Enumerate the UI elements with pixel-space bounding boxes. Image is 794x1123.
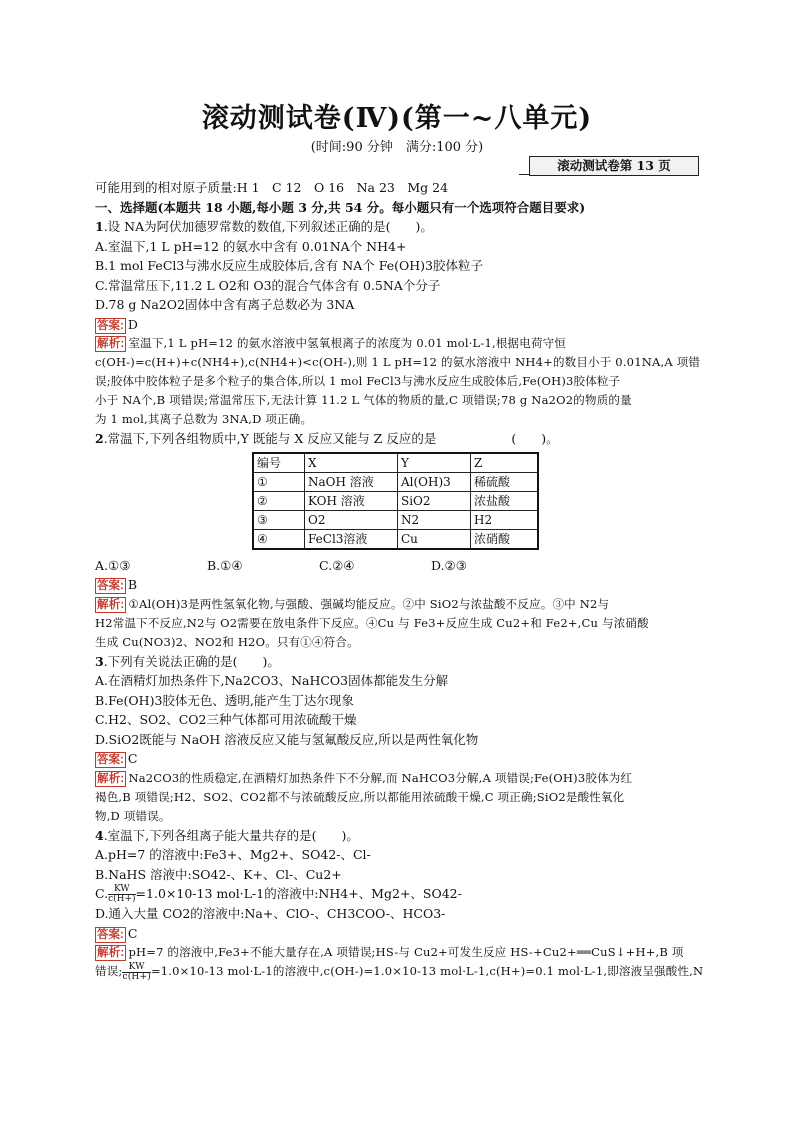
- question-1: [95, 217, 699, 429]
- option-b: B.1 mol FeCl3与沸水反应生成胶体后,含有 NA个 Fe(OH)3胶体粒子: [95, 258, 483, 273]
- page-title: 滚动测试卷(Ⅳ)(第一~八单元): [201, 103, 593, 134]
- kw-fraction: [108, 885, 135, 904]
- question-stem: .设 NA为阿伏加德罗常数的数值,下列叙述正确的是( )。: [103, 219, 433, 234]
- analysis-badge: 解析:: [97, 772, 125, 785]
- answer-badge: 答案:: [97, 580, 124, 592]
- table-header-row: [253, 453, 538, 473]
- option-row: [95, 556, 699, 576]
- analysis-line: 物,D 项错误。: [95, 808, 171, 823]
- table-cell: H2: [471, 510, 539, 529]
- page-tag: 滚动测试卷第 13 页: [529, 156, 699, 176]
- option-d: D.SiO2既能与 NaOH 溶液反应又能与氢氟酸反应,所以是两性氧化物: [95, 731, 479, 747]
- question-3: [95, 652, 699, 826]
- table-cell: FeCl3溶液: [305, 529, 398, 549]
- table-row: [253, 529, 538, 549]
- analysis: [95, 334, 699, 429]
- answer-badge: 答案:: [97, 928, 124, 941]
- table-cell: KOH 溶液: [305, 491, 398, 510]
- section-heading: 一、选择题(本题共 18 小题,每小题 3 分,共 54 分。每小题只有一个选项符合题目要求): [95, 199, 586, 215]
- analysis-line: Na2CO3的性质稳定,在酒精灯加热条件下不分解,而 NaHCO3分解,A 项错误;Fe(OH)3胶体为红: [128, 770, 633, 785]
- kw-fraction: [122, 963, 150, 982]
- question-number: 4: [95, 827, 104, 843]
- option-a: A.在酒精灯加热条件下,Na2CO3、NaHCO3固体都能发生分解: [95, 673, 449, 688]
- analysis-line: 褐色,B 项错误;H2、SO2、CO2都不与浓硫酸反应,所以都能用浓硫酸干燥,C 项正确;SiO2是酸性氧化: [95, 789, 625, 804]
- option-b: B.①④: [207, 557, 243, 573]
- table-cell: O2: [305, 510, 398, 529]
- table-cell: 浓盐酸: [471, 491, 539, 510]
- kw-numerator: KW: [108, 885, 135, 895]
- kw-denominator: c(H+): [108, 894, 136, 904]
- table-header: Z: [471, 453, 539, 473]
- option-b: B.Fe(OH)3胶体无色、透明,能产生丁达尔现象: [95, 692, 354, 708]
- option-d: D.78 g Na2O2固体中含有离子总数必为 3NA: [95, 297, 355, 312]
- table-cell: Cu: [398, 529, 471, 549]
- analysis: [95, 943, 704, 982]
- table-cell: ③: [253, 510, 305, 529]
- table-header: X: [305, 453, 398, 473]
- question-flow: [95, 178, 704, 982]
- analysis-line: pH=7 的溶液中,Fe3+不能大量存在,A 项错误;HS-与 Cu2+可发生反应 HS-+Cu2+══CuS↓+H+,B 项: [128, 945, 684, 959]
- analysis-line: 误;胶体中胶体粒子是多个粒子的集合体,所以 1 mol FeCl3与沸水反应生成胶体后,Fe(OH)3胶体粒子: [95, 374, 621, 388]
- question-number: 3: [95, 653, 104, 669]
- question-stem: .下列有关说法正确的是( )。: [103, 653, 280, 669]
- analysis-line: ①Al(OH)3是两性氢氧化物,与强酸、强碱均能反应。②中 SiO2与浓盐酸不反应。③中 N2与: [128, 596, 610, 611]
- table-cell: SiO2: [398, 491, 471, 510]
- option-d: D.通入大量 CO2的溶液中:Na+、ClO-、CH3COO-、HCO3-: [95, 906, 446, 921]
- table-row: [253, 491, 538, 510]
- option-a: A.室温下,1 L pH=12 的氨水中含有 0.01NA个 NH4+: [95, 238, 407, 254]
- option-c: C.②④: [319, 557, 355, 573]
- analysis-line: H2常温下不反应,N2与 O2需要在放电条件下反应。④Cu 与 Fe3+反应生成 Cu2+和 Fe2+,Cu 与浓硝酸: [95, 615, 649, 630]
- table-cell: 稀硫酸: [471, 472, 539, 491]
- analysis-badge: 解析:: [97, 947, 125, 959]
- analysis-badge: 解析:: [97, 338, 125, 350]
- option-c: C.常温常压下,11.2 L O2和 O3的混合气体含有 0.5NA个分子: [95, 277, 441, 293]
- exam-time-score: (时间:90 分钟 满分:100 分): [310, 140, 484, 155]
- kw-numerator: KW: [122, 963, 150, 973]
- table-cell: 浓硝酸: [471, 529, 539, 549]
- answer-badge: 答案:: [97, 754, 124, 766]
- table-cell: Al(OH)3: [398, 472, 471, 491]
- answer-value: C: [127, 751, 138, 766]
- analysis-badge: 解析:: [97, 598, 125, 611]
- analysis-text: =1.0×10-13 mol·L-1的溶液中,c(OH-)=1.0×10-13 mol·L-1,c(H+)=0.1 mol·L-1,即溶液呈强酸性,N: [150, 964, 704, 978]
- analysis-line: 室温下,1 L pH=12 的氨水溶液中氢氧根离子的浓度为 0.01 mol·L-1,根据电荷守恒: [128, 336, 567, 350]
- option-d: D.②③: [431, 557, 467, 573]
- kw-denominator: c(H+): [122, 971, 151, 982]
- question-number: 2: [95, 431, 104, 446]
- option-c: C. $\frac{KW}{c(H+)}$ =1.0×10-13 mol·L-1的溶液中:NH4+、Mg2+、SO42-: [95, 884, 462, 904]
- option-c: C.H2、SO2、CO2三种气体都可用浓硫酸干燥: [95, 712, 357, 727]
- analysis-line: [95, 961, 704, 982]
- table-row: [253, 510, 538, 529]
- table-cell: ④: [253, 529, 305, 549]
- table-row: [253, 472, 538, 491]
- analysis-line: 小于 NA个,B 项错误;常温常压下,无法计算 11.2 L 气体的物质的量,C 项错误;78 g Na2O2的物质的量: [95, 393, 632, 407]
- answer-value: C: [127, 925, 138, 941]
- option-a: A.pH=7 的溶液中:Fe3+、Mg2+、SO42-、Cl-: [95, 847, 371, 862]
- atomic-masses: 可能用到的相对原子质量:H 1 C 12 O 16 Na 23 Mg 24: [95, 180, 449, 195]
- question-number: 1: [95, 219, 104, 234]
- analysis-line: 生成 Cu(NO3)2、NO2和 H2O。只有①④符合。: [95, 634, 359, 649]
- analysis-prefix: 错误;: [95, 964, 123, 978]
- question-4: [95, 826, 704, 982]
- option-b: B.NaHS 溶液中:SO42-、K+、Cl-、Cu2+: [95, 866, 342, 882]
- question-stem: .常温下,下列各组物质中,Y 既能与 X 反应又能与 Z 反应的是 ( )。: [103, 431, 559, 446]
- answer-value: D: [127, 316, 138, 332]
- analysis-line: 为 1 mol,其离子总数为 3NA,D 项正确。: [95, 412, 313, 426]
- table-cell: NaOH 溶液: [305, 472, 398, 491]
- option-a: A.①③: [95, 557, 131, 573]
- table-header: 编号: [253, 453, 305, 473]
- analysis-line: c(OH-)=c(H+)+c(NH4+),c(NH4+)<c(OH-),则 1 L pH=12 的氨水溶液中 NH4+的数目小于 0.01NA,A 项错: [95, 355, 701, 369]
- table-cell: ②: [253, 491, 305, 510]
- answer-value: B: [127, 577, 138, 592]
- table-cell: N2: [398, 510, 471, 529]
- table-cell: ①: [253, 472, 305, 491]
- question-stem: .室温下,下列各组离子能大量共存的是( )。: [103, 827, 359, 843]
- answer-badge: 答案:: [97, 319, 124, 332]
- table-header: Y: [398, 453, 471, 473]
- analysis: [95, 769, 699, 826]
- option-c-text: =1.0×10-13 mol·L-1的溶液中:NH4+、Mg2+、SO42-: [135, 886, 462, 901]
- substance-table: [252, 452, 539, 550]
- question-2: [95, 429, 699, 652]
- analysis: [95, 595, 699, 652]
